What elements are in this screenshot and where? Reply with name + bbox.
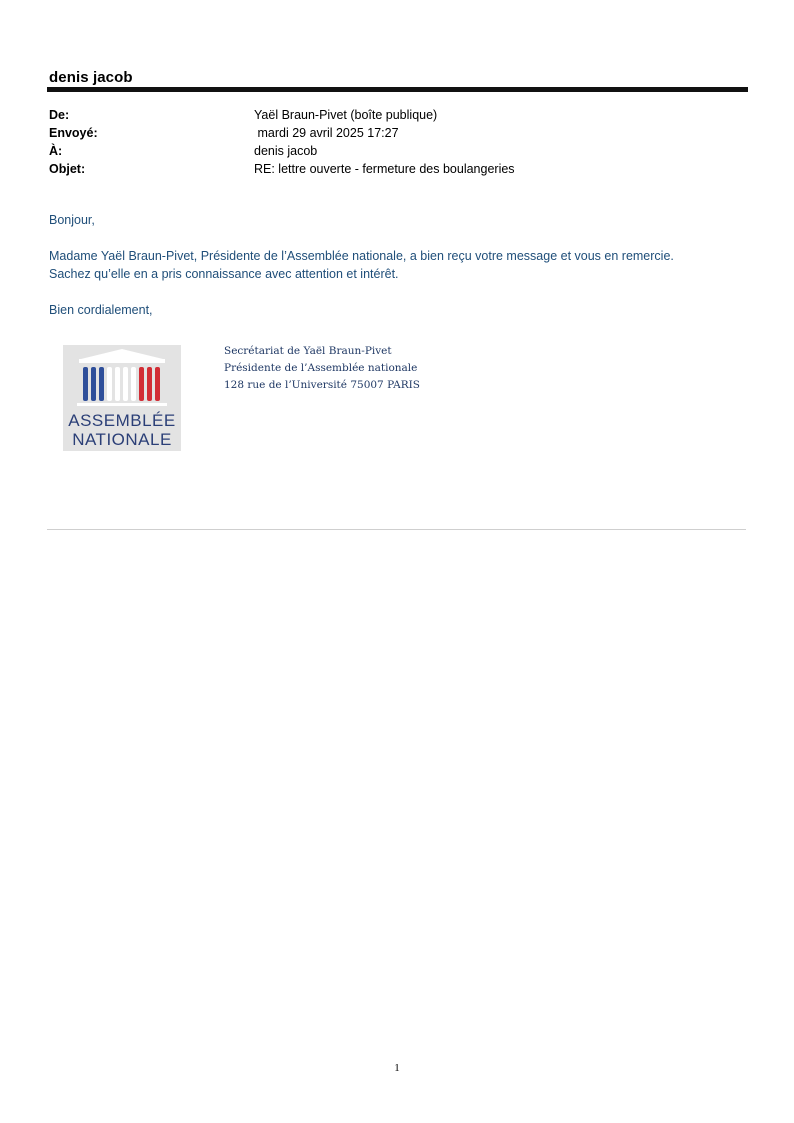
email-headers bbox=[49, 106, 749, 178]
closing: Bien cordialement, bbox=[49, 303, 153, 317]
sender-name-title: denis jacob bbox=[49, 69, 133, 86]
to-value: denis jacob bbox=[254, 144, 318, 158]
header-row-sent bbox=[49, 124, 749, 142]
email-body bbox=[49, 211, 749, 319]
logo-text-line2: NATIONALE bbox=[72, 430, 172, 449]
logo-text-line1: ASSEMBLÉE bbox=[68, 411, 176, 430]
header-row-subject bbox=[49, 160, 749, 178]
header-row-from bbox=[49, 106, 749, 124]
signature-line-1: Secrétariat de Yaël Braun-Pivet bbox=[224, 345, 392, 357]
signature-block bbox=[224, 343, 420, 394]
from-label: De: bbox=[49, 108, 70, 122]
subject-label: Objet: bbox=[49, 162, 86, 176]
message-line-1: Madame Yaël Braun-Pivet, Présidente de l’Assemblée nationale, a bien reçu votre message et vous en remercie. bbox=[49, 249, 674, 263]
header-row-to bbox=[49, 142, 749, 160]
greeting: Bonjour, bbox=[49, 213, 95, 227]
to-label: À: bbox=[49, 144, 63, 158]
message-paragraph bbox=[49, 247, 749, 283]
signature-line-2: Présidente de l’Assemblée nationale bbox=[224, 362, 418, 374]
page-number: 1 bbox=[394, 1062, 400, 1074]
signature-line-3: 128 rue de l’Université 75007 PARIS bbox=[224, 379, 421, 391]
from-value: Yaël Braun-Pivet (boîte publique) bbox=[254, 108, 438, 122]
header-divider bbox=[47, 87, 748, 92]
assemblee-nationale-logo bbox=[63, 345, 181, 451]
message-line-2: Sachez qu’elle en a pris connaissance avec attention et intérêt. bbox=[49, 267, 399, 281]
sent-label: Envoyé: bbox=[49, 126, 98, 140]
sent-value: mardi 29 avril 2025 17:27 bbox=[254, 126, 399, 140]
subject-value: RE: lettre ouverte - fermeture des boulangeries bbox=[254, 162, 515, 176]
end-of-message-divider bbox=[47, 529, 746, 530]
